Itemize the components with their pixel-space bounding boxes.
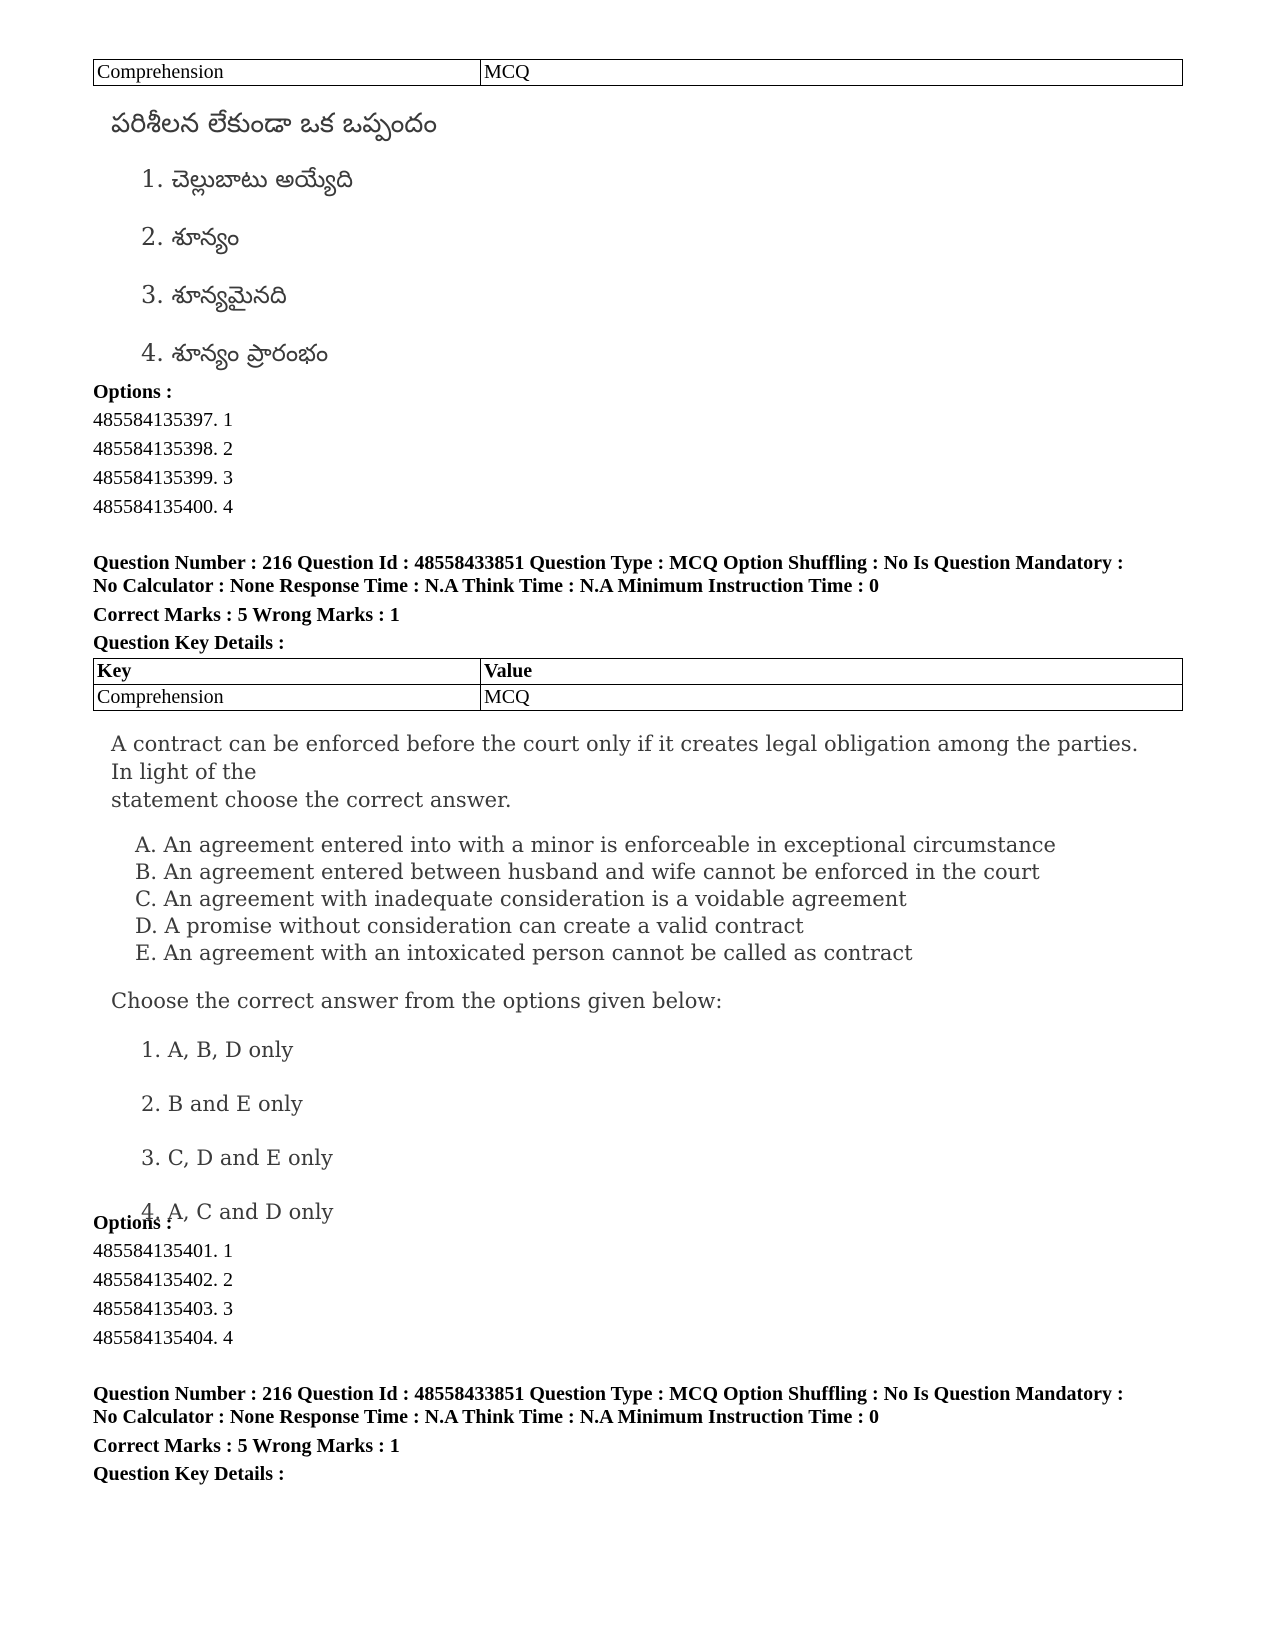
option-id: 485584135404. 4: [93, 1327, 233, 1349]
options-block: [93, 378, 233, 522]
table-header-key: Key: [94, 659, 481, 685]
question-meta-line: Question Number : 216 Question Id : 48558433851 Question Type : MCQ Option Shuffling : No Is Question Mandatory :: [93, 1383, 1124, 1405]
question-stem-line: A contract can be enforced before the court only if it creates legal obligation among the parties. In light of the: [111, 732, 1139, 784]
choice-item: 3. C, D and E only: [141, 1146, 333, 1170]
options-block: [93, 1209, 233, 1353]
choice-item: 2. శూన్యం: [141, 223, 240, 251]
table-cell-key: Comprehension: [94, 685, 481, 711]
choice-item: 2. B and E only: [141, 1092, 303, 1116]
statement-item: C. An agreement with inadequate consideration is a voidable agreement: [135, 887, 907, 911]
table-header-value: Value: [481, 659, 1183, 685]
choice-item: 3. శూన్యమైనది: [141, 281, 287, 309]
table-row: [94, 685, 1183, 711]
options-label: Options :: [93, 1212, 173, 1234]
key-details-table: [93, 658, 1183, 711]
marks-line: Correct Marks : 5 Wrong Marks : 1: [93, 604, 400, 626]
question-image-english: [93, 730, 1141, 1239]
question-meta-line: No Calculator : None Response Time : N.A Think Time : N.A Minimum Instruction Time : 0: [93, 575, 879, 597]
question-meta: [93, 552, 1193, 657]
question-stem: పరిశీలన లేకుండా ఒక ఒప్పందం: [111, 108, 438, 139]
option-id: 485584135402. 2: [93, 1269, 233, 1291]
key-details-label: Question Key Details :: [93, 1463, 285, 1485]
marks-line: Correct Marks : 5 Wrong Marks : 1: [93, 1435, 400, 1457]
option-id: 485584135399. 3: [93, 467, 233, 489]
table-cell-value: MCQ: [481, 685, 1183, 711]
statement-item: D. A promise without consideration can create a valid contract: [135, 914, 804, 938]
option-id: 485584135400. 4: [93, 496, 233, 518]
option-id: 485584135401. 1: [93, 1240, 233, 1262]
question-stem-line: statement choose the correct answer.: [111, 788, 512, 812]
choice-item: 4. A, C and D only: [141, 1200, 334, 1224]
table-cell-value: MCQ: [481, 60, 1183, 86]
choose-instruction: Choose the correct answer from the options given below:: [111, 989, 723, 1013]
choice-item: 1. చెల్లుబాటు అయ్యేది: [141, 165, 354, 193]
question-image-telugu: [93, 104, 437, 382]
options-label: Options :: [93, 381, 173, 403]
option-id: 485584135398. 2: [93, 438, 233, 460]
choice-item: 1. A, B, D only: [141, 1038, 294, 1062]
choice-item: 4. శూన్యం ప్రారంభం: [141, 339, 329, 367]
question-meta-line: No Calculator : None Response Time : N.A Think Time : N.A Minimum Instruction Time : 0: [93, 1406, 879, 1428]
question-meta: [93, 1383, 1193, 1488]
statement-item: B. An agreement entered between husband and wife cannot be enforced in the court: [135, 860, 1040, 884]
key-details-label: Question Key Details :: [93, 632, 285, 654]
question-meta-line: Question Number : 216 Question Id : 48558433851 Question Type : MCQ Option Shuffling : No Is Question Mandatory :: [93, 552, 1124, 574]
table-row: [94, 60, 1183, 86]
statement-item: E. An agreement with an intoxicated person cannot be called as contract: [135, 941, 913, 965]
key-details-table-top: [93, 59, 1183, 86]
table-cell-key: Comprehension: [94, 60, 481, 86]
option-id: 485584135403. 3: [93, 1298, 233, 1320]
option-id: 485584135397. 1: [93, 409, 233, 431]
statement-item: A. An agreement entered into with a minor is enforceable in exceptional circumstance: [135, 833, 1056, 857]
table-header-row: [94, 659, 1183, 685]
